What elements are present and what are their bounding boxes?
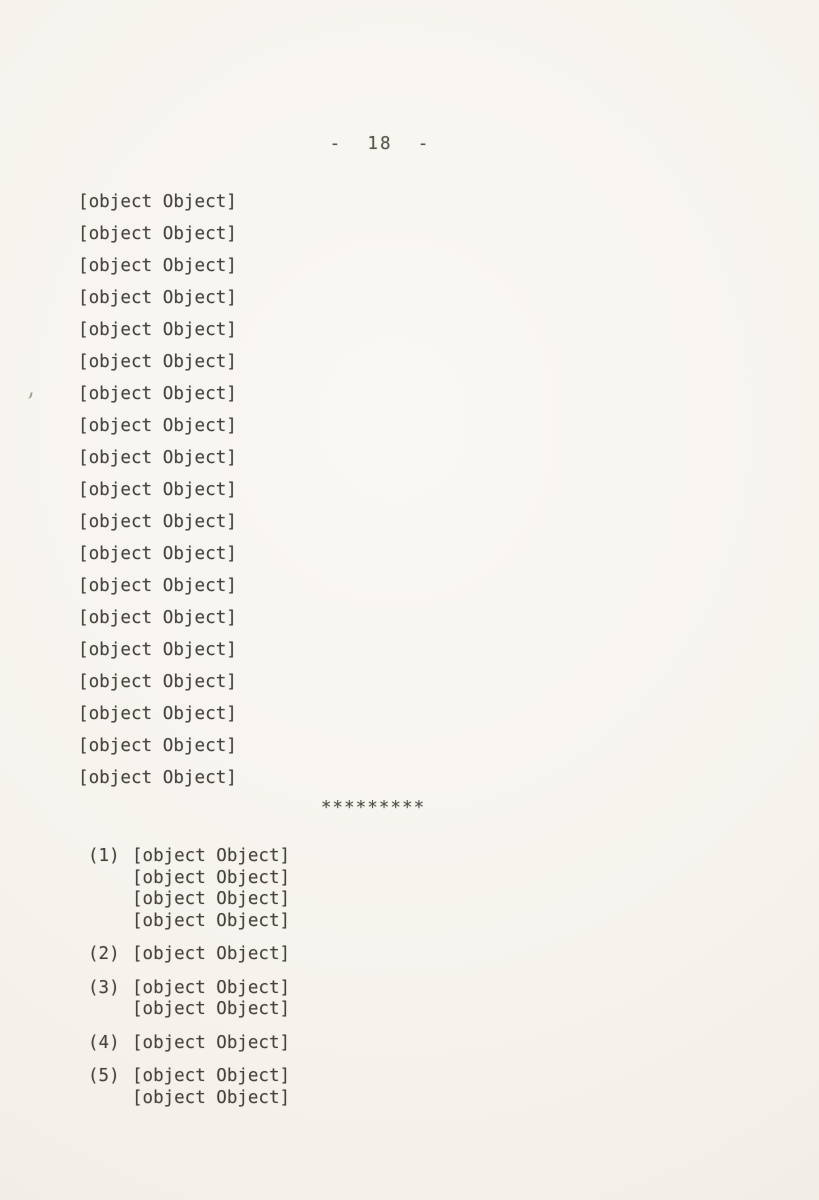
text-line: [object Object] bbox=[78, 448, 237, 468]
text-line: [object Object] bbox=[78, 736, 237, 756]
text-line: [object Object] bbox=[78, 544, 237, 564]
text-line: [object Object] bbox=[78, 256, 237, 276]
footnote-line: [object Object] bbox=[132, 999, 291, 1019]
footnote-line: [object Object] bbox=[132, 1087, 291, 1108]
footnotes bbox=[88, 846, 819, 1109]
footnote-marker: (5) bbox=[88, 1066, 120, 1086]
text-line: [object Object] bbox=[78, 416, 237, 436]
body-text bbox=[78, 186, 819, 794]
footnote-text bbox=[132, 978, 290, 1021]
asterisk-separator: ********* bbox=[320, 798, 426, 818]
footnote-marker: (2) bbox=[88, 944, 120, 964]
text-line: [object Object] bbox=[78, 576, 237, 596]
text-line: [object Object] bbox=[78, 704, 237, 724]
footnote-marker: (1) bbox=[88, 846, 120, 866]
text-line: [object Object] bbox=[78, 672, 237, 692]
footnote-line: [object Object] bbox=[132, 846, 291, 866]
text-line: [object Object] bbox=[78, 288, 237, 308]
text-line: [object Object] bbox=[78, 224, 237, 244]
text-line: [object Object] bbox=[78, 384, 237, 404]
text-line: [object Object] bbox=[78, 768, 237, 788]
text-line: [object Object] bbox=[78, 352, 237, 372]
paragraph bbox=[78, 186, 819, 570]
footnote-text bbox=[132, 944, 290, 966]
text-line: [object Object] bbox=[78, 320, 237, 340]
text-line: [object Object] bbox=[78, 480, 237, 500]
footnote-item bbox=[88, 1066, 819, 1109]
text-line: [object Object] bbox=[78, 512, 237, 532]
text-line: [object Object] bbox=[78, 640, 237, 660]
footnote-text bbox=[132, 1033, 290, 1055]
page-number: - 18 - bbox=[329, 134, 431, 154]
footnote-item bbox=[88, 944, 819, 966]
footnote-line: [object Object] bbox=[132, 867, 291, 888]
footnote-line: [object Object] bbox=[132, 944, 291, 964]
text-line: [object Object] bbox=[78, 608, 237, 628]
footnote-line: [object Object] bbox=[132, 1032, 291, 1053]
footnote-line: [object Object] bbox=[132, 910, 291, 931]
footnote-item bbox=[88, 846, 819, 932]
footnote-marker: (3) bbox=[88, 977, 120, 998]
paragraph bbox=[78, 570, 819, 794]
footnote-item bbox=[88, 1033, 819, 1055]
footnote-line: [object Object] bbox=[132, 1066, 291, 1086]
footnote-item bbox=[88, 978, 819, 1021]
text-line: [object Object] bbox=[78, 192, 237, 212]
ink-speck bbox=[26, 392, 32, 400]
footnote-line: [object Object] bbox=[132, 889, 291, 909]
footnote-text bbox=[132, 846, 290, 932]
footnote-line: [object Object] bbox=[132, 977, 291, 998]
footnote-text bbox=[132, 1066, 290, 1109]
footnote-marker: (4) bbox=[88, 1032, 120, 1053]
